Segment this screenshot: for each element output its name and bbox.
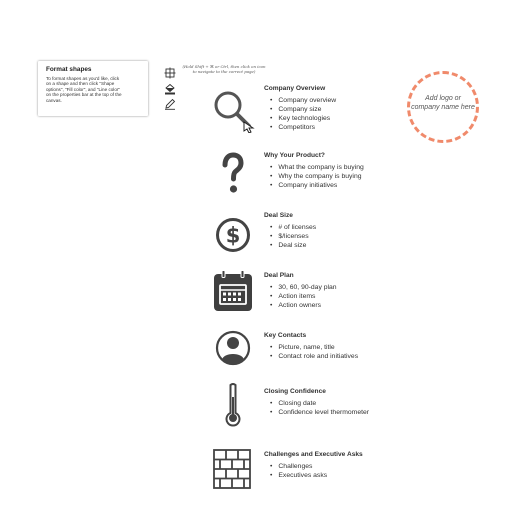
list-item: • Company size [270,105,336,114]
section-title: Company Overview [264,85,326,92]
shape-options-icon [164,67,176,79]
section-title: Deal Plan [264,272,294,279]
section-list [270,163,364,190]
list-item: • Executives asks [270,471,327,480]
list-item: • Challenges [270,462,327,471]
format-shapes-tip [38,61,148,116]
list-item: • Picture, name, title [270,343,358,352]
list-item: • Company initiatives [270,181,364,190]
list-item: • What the company is buying [270,163,364,172]
list-item: • Key technologies [270,114,336,123]
section-list [270,223,316,250]
section-title: Key Contacts [264,332,307,339]
section-title: Closing Confidence [264,388,326,395]
list-item: • Confidence level thermometer [270,408,369,417]
section-title: Challenges and Executive Asks [264,451,363,458]
line-color-icon [164,98,176,110]
brick-wall-icon[interactable] [211,448,255,492]
calendar-icon[interactable] [211,270,255,314]
section-list [270,96,336,132]
list-item: • Competitors [270,123,336,132]
question-mark-icon[interactable] [211,152,255,196]
section-list [270,462,327,480]
list-item: • # of licenses [270,223,316,232]
magnifier-icon[interactable] [211,89,255,133]
logo-placeholder-text: Add logo or company name here [411,95,475,111]
logo-placeholder[interactable] [407,71,479,143]
list-item: • Contact role and initiatives [270,352,358,361]
navigation-hint: (Hold Shift + ⌘ or Ctrl, then click on icon to navigate to the correct page) [182,64,266,74]
tip-body: To format shapes as you'd like, click on a shape and then click "Shape options", "Fill color", and "Line color" on the properties bar at the top of the canvas. [46,76,122,103]
dollar-icon[interactable] [211,213,255,257]
section-list [270,283,337,310]
list-item: • Action owners [270,301,337,310]
list-item: • $/licenses [270,232,316,241]
contact-avatar-icon[interactable] [211,330,255,374]
list-item: • Deal size [270,241,316,250]
section-list [270,343,358,361]
section-title: Deal Size [264,212,293,219]
fill-color-icon [164,83,176,95]
section-title: Why Your Product? [264,152,325,159]
list-item: • Closing date [270,399,369,408]
list-item: • Why the company is buying [270,172,364,181]
list-item: • Action items [270,292,337,301]
tip-title: Format shapes [46,66,92,73]
list-item: • 30, 60, 90-day plan [270,283,337,292]
list-item: • Company overview [270,96,336,105]
svg-text:$: $ [225,223,241,248]
thermometer-icon[interactable] [211,383,255,427]
section-list [270,399,369,417]
